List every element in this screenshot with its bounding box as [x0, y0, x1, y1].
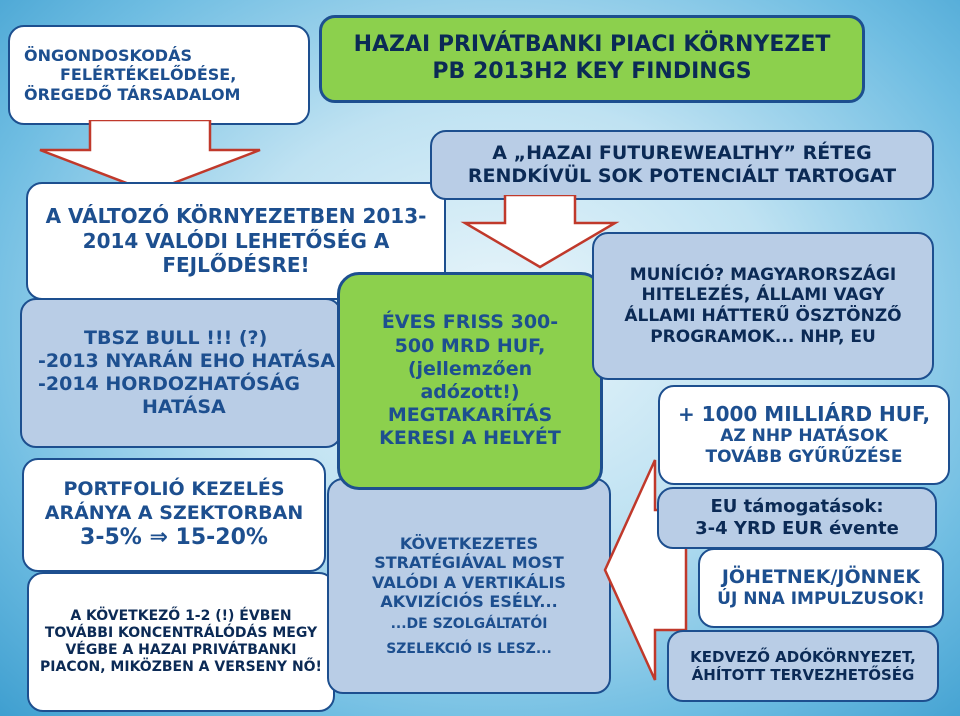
municio-box	[592, 232, 934, 380]
municio-line-2: HITELEZÉS, ÁLLAMI VAGY	[641, 285, 885, 306]
municio-line-3: ÁLLAMI HÁTTERŰ ÖSZTÖNZŐ	[624, 306, 902, 326]
eves-friss-box	[337, 272, 603, 490]
header-subtitle: PB 2013H2 KEY FINDINGS	[432, 59, 752, 84]
ongondoskodas-line-1: ÖNGONDOSKODÁS	[24, 45, 192, 65]
milliard-line-3: TOVÁBB GYŰRŰZÉSE	[705, 447, 903, 468]
portfolio-line-1: PORTFOLIÓ KEZELÉS	[63, 478, 285, 501]
eves-line-4: adózott!)	[420, 381, 520, 403]
tbsz-box	[20, 298, 342, 448]
futurewealthy-line-2: RENDKÍVÜL SOK POTENCIÁLT TARTOGAT	[467, 165, 897, 187]
kovetkezetes-line-1: KÖVETKEZETES	[399, 533, 539, 553]
milliard-line-1: + 1000 MILLIÁRD HUF,	[677, 402, 931, 427]
milliard-box	[658, 385, 950, 485]
johetnek-box	[698, 548, 944, 628]
kovetkezo-line-2: TOVÁBBI KONCENTRÁLÓDÁS MEGY	[44, 624, 318, 641]
johetnek-line-2: ÚJ NNA IMPULZUSOK!	[717, 589, 925, 610]
municio-line-4: PROGRAMOK... NHP, EU	[650, 326, 876, 347]
kovetkezo-line-3: VÉGBE A HAZAI PRIVÁTBANKI	[65, 642, 297, 658]
eves-line-3: (jellemzően	[407, 357, 533, 380]
eves-line-2: 500 MRD HUF,	[394, 334, 546, 357]
portfolio-line-3: 3-5% ⇒ 15-20%	[80, 524, 268, 550]
portfolio-line-2: ARÁNYA A SZEKTORBAN	[44, 501, 304, 524]
ongondoskodas-line-2: FELÉRTÉKELŐDÉSE,	[60, 65, 237, 85]
kedvezo-line-1: KEDVEZŐ ADÓKÖRNYEZET,	[690, 647, 916, 666]
eves-line-1: ÉVES FRISS 300-	[381, 311, 559, 334]
eves-line-6: KERESI A HELYÉT	[379, 427, 561, 450]
ongondoskodas-box	[8, 25, 310, 125]
kovetkezetes-line-6: SZELEKCIÓ IS LESZ...	[386, 641, 552, 658]
kedvezo-line-2: ÁHÍTOTT TERVEZHETŐSÉG	[691, 666, 915, 684]
ongondoskodas-line-3: ÖREGEDŐ TÁRSADALOM	[24, 84, 241, 104]
eu-box	[657, 487, 937, 549]
municio-line-1: MUNÍCIÓ? MAGYARORSZÁGI	[629, 264, 897, 285]
futurewealthy-box	[430, 130, 934, 200]
valtozo-line-2: 2014 VALÓDI LEHETŐSÉG A	[82, 228, 390, 253]
eu-line-1: EU támogatások:	[710, 496, 884, 518]
kovetkezo-box	[27, 572, 335, 712]
valtozo-line-3: FEJLŐDÉSRE!	[162, 253, 310, 278]
milliard-line-2: AZ NHP HATÁSOK	[720, 426, 888, 447]
kovetkezetes-line-4: AKVIZÍCIÓS ESÉLY...	[380, 592, 558, 612]
kovetkezo-line-4: PIACON, MIKÖZBEN A VERSENY NŐ!	[40, 659, 322, 676]
kovetkezetes-line-3: VALÓDI A VERTIKÁLIS	[372, 572, 566, 592]
tbsz-line-3: -2014 HORDOZHATÓSÁG	[38, 373, 300, 395]
kovetkezetes-box	[327, 478, 611, 694]
kovetkezetes-line-2: STRATÉGIÁVAL MOST	[374, 553, 564, 573]
johetnek-line-1: JÖHETNEK/JÖNNEK	[721, 566, 921, 589]
header-title: HAZAI PRIVÁTBANKI PIACI KÖRNYEZET	[353, 32, 831, 58]
valtozo-line-1: A VÁLTOZÓ KÖRNYEZETBEN 2013-	[45, 204, 427, 229]
kedvezo-box	[667, 630, 939, 702]
tbsz-line-2: -2013 NYARÁN EHO HATÁSA	[38, 349, 336, 372]
futurewealthy-line-1: A „HAZAI FUTUREWEALTHY” RÉTEG	[492, 141, 872, 164]
header-box	[319, 15, 865, 103]
eu-line-2: 3-4 YRD EUR évente	[695, 518, 899, 539]
portfolio-box	[22, 458, 326, 572]
tbsz-line-4: HATÁSA	[142, 396, 226, 419]
tbsz-line-1: TBSZ BULL !!! (?)	[84, 326, 268, 349]
kovetkezo-line-1: A KÖVETKEZŐ 1-2 (!) ÉVBEN	[70, 607, 292, 624]
kovetkezetes-line-5: ...DE SZOLGÁLTATÓI	[390, 615, 548, 632]
eves-line-5: MEGTAKARÍTÁS	[387, 404, 553, 427]
